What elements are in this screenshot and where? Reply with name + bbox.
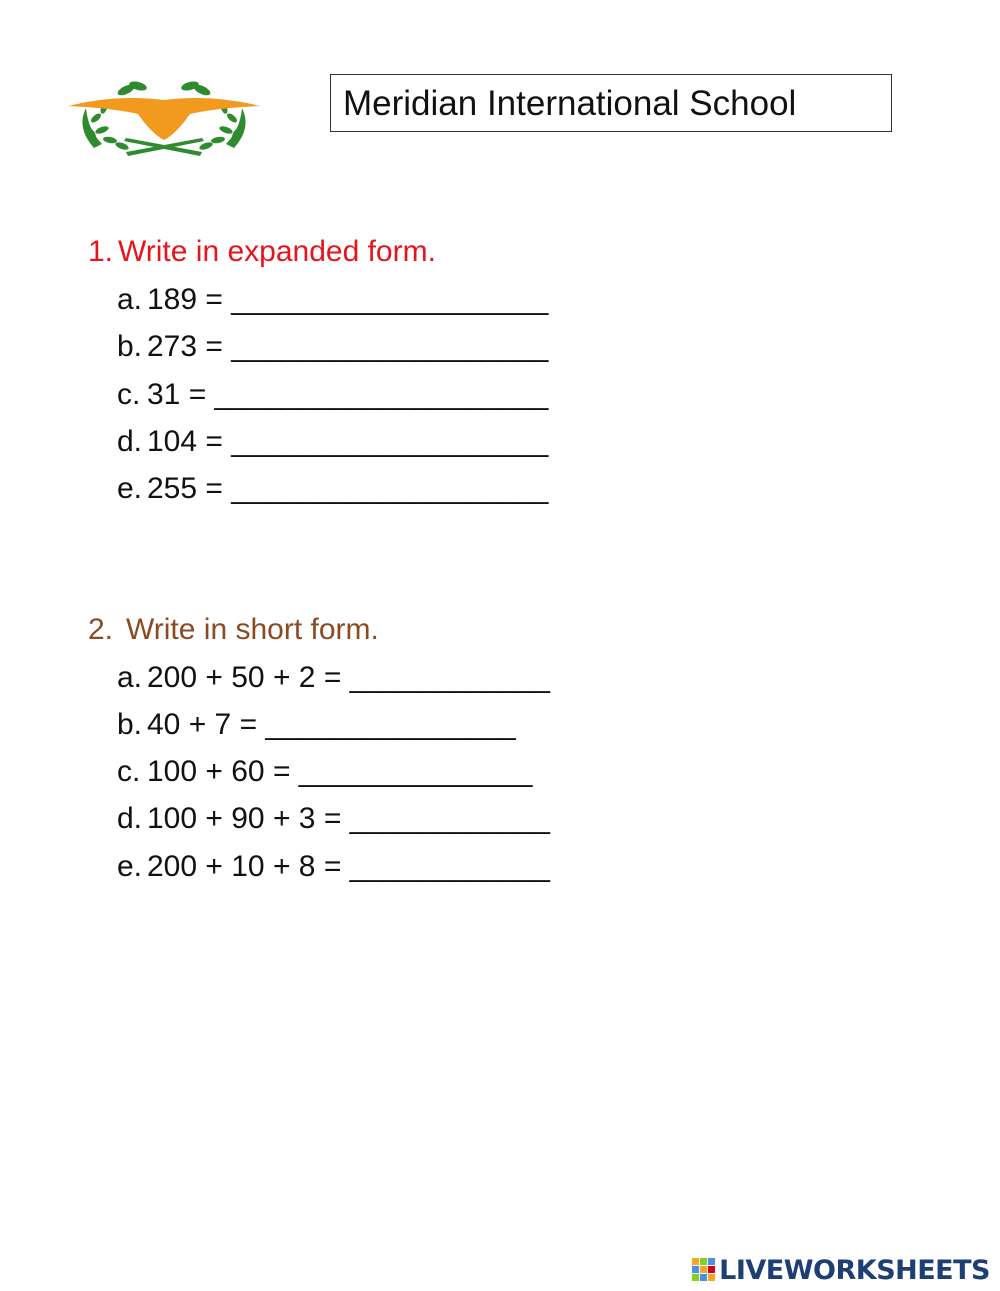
liveworksheets-brand[interactable] (691, 1252, 990, 1288)
item-letter: e. (117, 472, 143, 505)
question-1-item (117, 330, 548, 364)
item-letter: c. (117, 755, 141, 788)
question-2-heading (88, 613, 379, 647)
item-text: 200 + 10 + 8 = ____________ (147, 850, 550, 883)
liveworksheets-wordmark: LIVEWORKSHEETS (719, 1254, 990, 1286)
question-1-title: Write in expanded form. (118, 235, 436, 268)
question-1-item (117, 378, 548, 412)
item-letter: a. (117, 661, 143, 694)
question-1-item (117, 283, 548, 317)
item-letter: a. (117, 283, 143, 316)
question-1-heading (88, 235, 436, 269)
item-text: 104 = ___________________ (147, 425, 549, 458)
school-logo (66, 78, 262, 160)
item-letter: d. (117, 802, 143, 835)
question-2-item (117, 755, 532, 789)
question-1-item (117, 472, 548, 506)
question-1-number: 1. (88, 235, 114, 268)
item-text: 100 + 60 = ______________ (147, 755, 533, 788)
item-text: 40 + 7 = _______________ (147, 708, 516, 741)
item-text: 273 = ___________________ (147, 330, 549, 363)
question-2-item (117, 802, 550, 836)
question-2-title: Write in short form. (126, 613, 379, 646)
item-letter: b. (117, 330, 143, 363)
question-1-item (117, 425, 548, 459)
item-text: 255 = ___________________ (147, 472, 549, 505)
item-text: 200 + 50 + 2 = ____________ (147, 661, 550, 694)
liveworksheets-logo-icon (691, 1257, 717, 1283)
question-2-item (117, 708, 516, 742)
question-2-item (117, 850, 550, 884)
question-2-number: 2. (88, 613, 114, 646)
item-letter: b. (117, 708, 143, 741)
item-text: 100 + 90 + 3 = ____________ (147, 802, 550, 835)
item-text: 31 = ____________________ (147, 378, 549, 411)
school-name-box (330, 74, 892, 132)
item-letter: d. (117, 425, 143, 458)
item-text: 189 = ___________________ (147, 283, 549, 316)
question-2-item (117, 661, 550, 695)
item-letter: e. (117, 850, 143, 883)
school-name: Meridian International School (343, 84, 797, 123)
item-letter: c. (117, 378, 141, 411)
